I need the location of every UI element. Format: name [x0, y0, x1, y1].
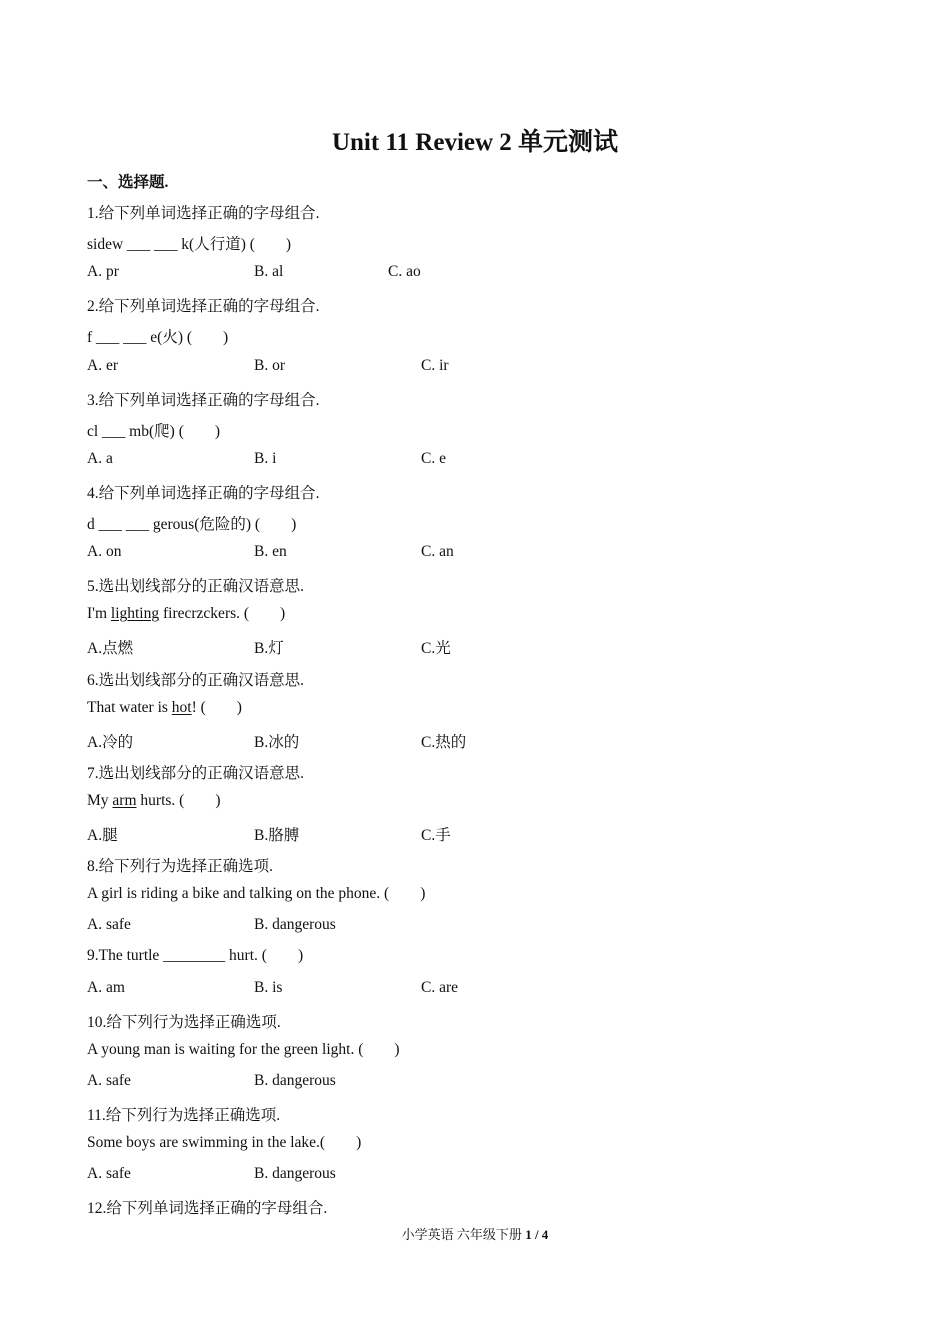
- stem-text-end: ): [363, 1040, 400, 1058]
- stem-text-end: ! ( ): [191, 698, 242, 716]
- question-3-instruction: 3.给下列单词选择正确的字母组合.: [87, 391, 320, 409]
- question-6-option: B.冰的: [254, 733, 300, 751]
- question-9-option: A. am: [87, 978, 125, 996]
- question-8-option: A. safe: [87, 916, 131, 934]
- stem-text-end: ): [192, 329, 229, 347]
- question-5-option: B.灯: [254, 640, 284, 658]
- page-footer: [0, 1224, 950, 1243]
- question-5-stem: [87, 605, 285, 623]
- question-3-stem: [87, 419, 220, 441]
- stem-text: 9.The turtle ________ hurt. (: [87, 947, 267, 965]
- question-4-option: B. en: [254, 543, 287, 561]
- question-10-stem: [87, 1041, 400, 1059]
- question-4-stem: [87, 512, 296, 534]
- question-5-option: C.光: [421, 640, 451, 658]
- underlined-word: hot: [171, 698, 192, 716]
- question-3-option: B. i: [254, 449, 277, 467]
- stem-text-end: ): [389, 885, 426, 903]
- question-4-instruction: 4.给下列单词选择正确的字母组合.: [87, 484, 320, 502]
- question-1-instruction: 1.给下列单词选择正确的字母组合.: [87, 205, 320, 222]
- question-1-option: B. al: [254, 263, 284, 281]
- question-4-option: C. an: [421, 543, 454, 561]
- question-7-option: A.腿: [87, 827, 118, 844]
- stem-text: f ___ ___ e(火) (: [87, 329, 193, 347]
- question-7-option: C.手: [421, 827, 451, 844]
- stem-text-end: ): [183, 422, 221, 440]
- stem-text-end: ): [254, 236, 292, 254]
- page-number: 1 / 4: [525, 1227, 549, 1242]
- question-7-instruction: 7.选出划线部分的正确汉语意思.: [87, 764, 305, 782]
- question-11-option: A. safe: [87, 1165, 131, 1183]
- question-6-option: A.冷的: [87, 733, 134, 751]
- question-2-option: A. er: [87, 356, 118, 374]
- question-3-option: C. e: [421, 449, 446, 467]
- question-12-instruction: 12.给下列单词选择正确的字母组合.: [87, 1200, 328, 1218]
- stem-text-end: ): [325, 1134, 362, 1151]
- question-6-instruction: 6.选出划线部分的正确汉语意思.: [87, 671, 305, 689]
- question-10-instruction: 10.给下列行为选择正确选项.: [87, 1013, 281, 1031]
- question-9-option: B. is: [254, 978, 283, 996]
- question-2-option: C. ir: [421, 356, 449, 374]
- question-5-option: A.点燃: [87, 640, 134, 658]
- question-6-option: C.热的: [421, 733, 467, 751]
- section-heading: 一、选择题.: [87, 174, 169, 191]
- question-1-stem: [87, 232, 291, 254]
- question-3-option: A. a: [87, 449, 113, 467]
- question-6-stem: [87, 699, 242, 717]
- stem-text: A girl is riding a bike and talking on the phone. (: [87, 885, 390, 903]
- question-2-stem: [87, 325, 228, 347]
- underlined-word: arm: [112, 791, 137, 809]
- question-7-stem: [87, 792, 220, 810]
- stem-text: My: [87, 791, 113, 809]
- stem-text-end: firecrzckers. ( ): [159, 605, 286, 623]
- question-5-instruction: 5.选出划线部分的正确汉语意思.: [87, 578, 305, 596]
- stem-text: sidew ___ ___ k(人行道) (: [87, 236, 255, 254]
- question-2-instruction: 2.给下列单词选择正确的字母组合.: [87, 298, 320, 316]
- underlined-word: lighting: [110, 605, 160, 623]
- question-9-stem: [87, 947, 303, 965]
- question-9-option: C. are: [421, 978, 459, 996]
- stem-text-end: hurts. ( ): [136, 791, 221, 809]
- footer-text: 小学英语 六年级下册: [401, 1227, 526, 1242]
- question-1-option: C. ao: [388, 263, 421, 281]
- question-10-option: A. safe: [87, 1071, 131, 1089]
- question-7-option: B.胳膊: [254, 827, 300, 844]
- stem-text-end: ): [266, 947, 304, 965]
- question-11-instruction: 11.给下列行为选择正确选项.: [87, 1106, 281, 1124]
- question-10-option: B. dangerous: [254, 1071, 336, 1089]
- stem-text: cl ___ mb(爬) (: [87, 422, 184, 440]
- question-8-stem: [87, 885, 425, 903]
- stem-text: That water is: [87, 698, 172, 716]
- page-title: Unit 11 Review 2 单元测试: [331, 129, 619, 156]
- question-11-option: B. dangerous: [254, 1165, 336, 1183]
- stem-text: Some boys are swimming in the lake.(: [87, 1134, 326, 1151]
- stem-text: d ___ ___ gerous(危险的) (: [87, 516, 261, 533]
- question-2-option: B. or: [254, 356, 285, 374]
- stem-text-end: ): [260, 516, 297, 533]
- question-11-stem: [87, 1134, 361, 1152]
- question-8-option: B. dangerous: [254, 916, 336, 934]
- question-8-instruction: 8.给下列行为选择正确选项.: [87, 858, 274, 876]
- stem-text: I'm: [87, 605, 111, 623]
- question-1-option: A. pr: [87, 263, 119, 281]
- question-4-option: A. on: [87, 543, 122, 561]
- stem-text: A young man is waiting for the green light. (: [87, 1040, 364, 1058]
